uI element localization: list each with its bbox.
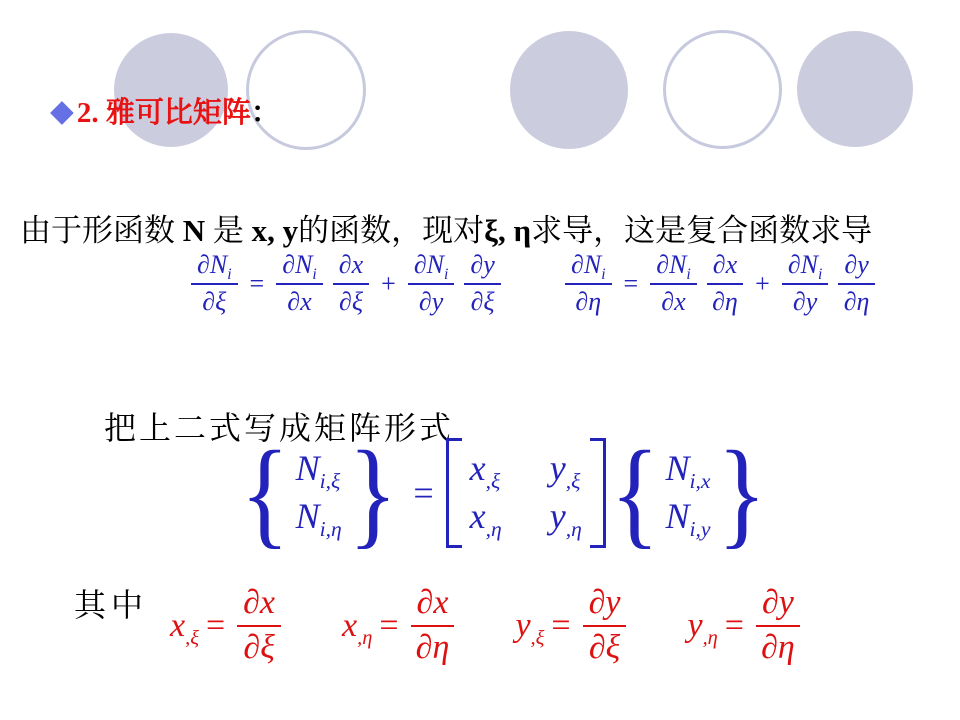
matrix-cell: $y_{,\eta}$ — [549, 496, 582, 542]
matrix-cell: $x_{,\xi}$ — [469, 448, 501, 494]
title-text: 2. 雅可比矩阵 — [76, 97, 251, 129]
matrix-intro-text: 把上二式写成矩阵形式 — [104, 410, 455, 446]
intro-cn-2: 是 — [205, 213, 252, 248]
formula-dN-deta: $\frac{\partial N_i}{\partial\eta}$ = $\frac{\partial N_i}{\partial x}$ $\frac{\partial x}{\partial\eta}$ + $\frac{\partial N_i}{\partial y}$ $\frac{\partial y}{\partial\eta}$ — [560, 250, 880, 317]
right-brace-2: } — [716, 426, 766, 559]
intro-var-xy: x, y — [251, 213, 299, 248]
matrix-cell: $y_{,\xi}$ — [549, 448, 581, 494]
intro-cn-3: 的函数，现对 — [298, 213, 485, 248]
equals-sign: = — [413, 473, 434, 513]
formula-y-eta: $y_{,\eta}$ = $\frac{\partial y}{\partial\eta}$ — [687, 584, 804, 667]
matrix-equation — [236, 426, 770, 559]
matrix-cell: $x_{,\eta}$ — [469, 496, 502, 542]
intro-var-xieta: ξ, η — [484, 213, 532, 248]
diamond-bullet-icon: ◆ — [50, 93, 74, 128]
title-colon: ： — [250, 97, 280, 129]
left-brace-1: { — [240, 426, 290, 559]
vector-cell: $N_{i,\xi}$ — [295, 448, 341, 494]
jacobian-matrix — [469, 448, 582, 542]
intro-paragraph — [20, 205, 872, 250]
vector-N-x-y — [665, 448, 711, 542]
left-bracket — [446, 438, 462, 548]
vector-N-xi-eta — [295, 448, 342, 542]
decorative-circle-filled-2 — [510, 31, 628, 149]
formula-x-xi: $x_{,\xi}$ = $\frac{\partial x}{\partial\xi}$ — [170, 584, 286, 667]
right-brace-1: } — [348, 426, 398, 559]
vector-cell: $N_{i,\eta}$ — [295, 496, 342, 542]
vector-cell: $N_{i,y}$ — [665, 496, 711, 542]
formula-y-xi: $y_{,\xi}$ = $\frac{\partial y}{\partial\xi}$ — [515, 584, 631, 667]
intro-cn-1: 由于形函数 — [20, 213, 183, 248]
red-definitions-row — [170, 584, 805, 667]
intro-cn-4: 求导，这是复合函数求导 — [531, 213, 873, 248]
decorative-circle-filled-3 — [797, 31, 913, 147]
vector-cell: $N_{i,x}$ — [665, 448, 711, 494]
left-brace-2: { — [610, 426, 660, 559]
formula-x-eta: $x_{,\eta}$ = $\frac{\partial x}{\partial\eta}$ — [342, 584, 459, 667]
formula-dN-dxi: $\frac{\partial N_i}{\partial\xi}$ = $\frac{\partial N_i}{\partial x}$ $\frac{\partial x}{\partial\xi}$ + $\frac{\partial N_i}{\partial y}$ $\frac{\partial y}{\partial\xi}$ — [186, 250, 506, 317]
decorative-circle-outline-2 — [663, 30, 782, 149]
where-text: 其中 — [74, 587, 149, 623]
intro-var-N: N — [182, 213, 206, 248]
right-bracket — [590, 438, 606, 548]
slide-title — [50, 90, 280, 131]
